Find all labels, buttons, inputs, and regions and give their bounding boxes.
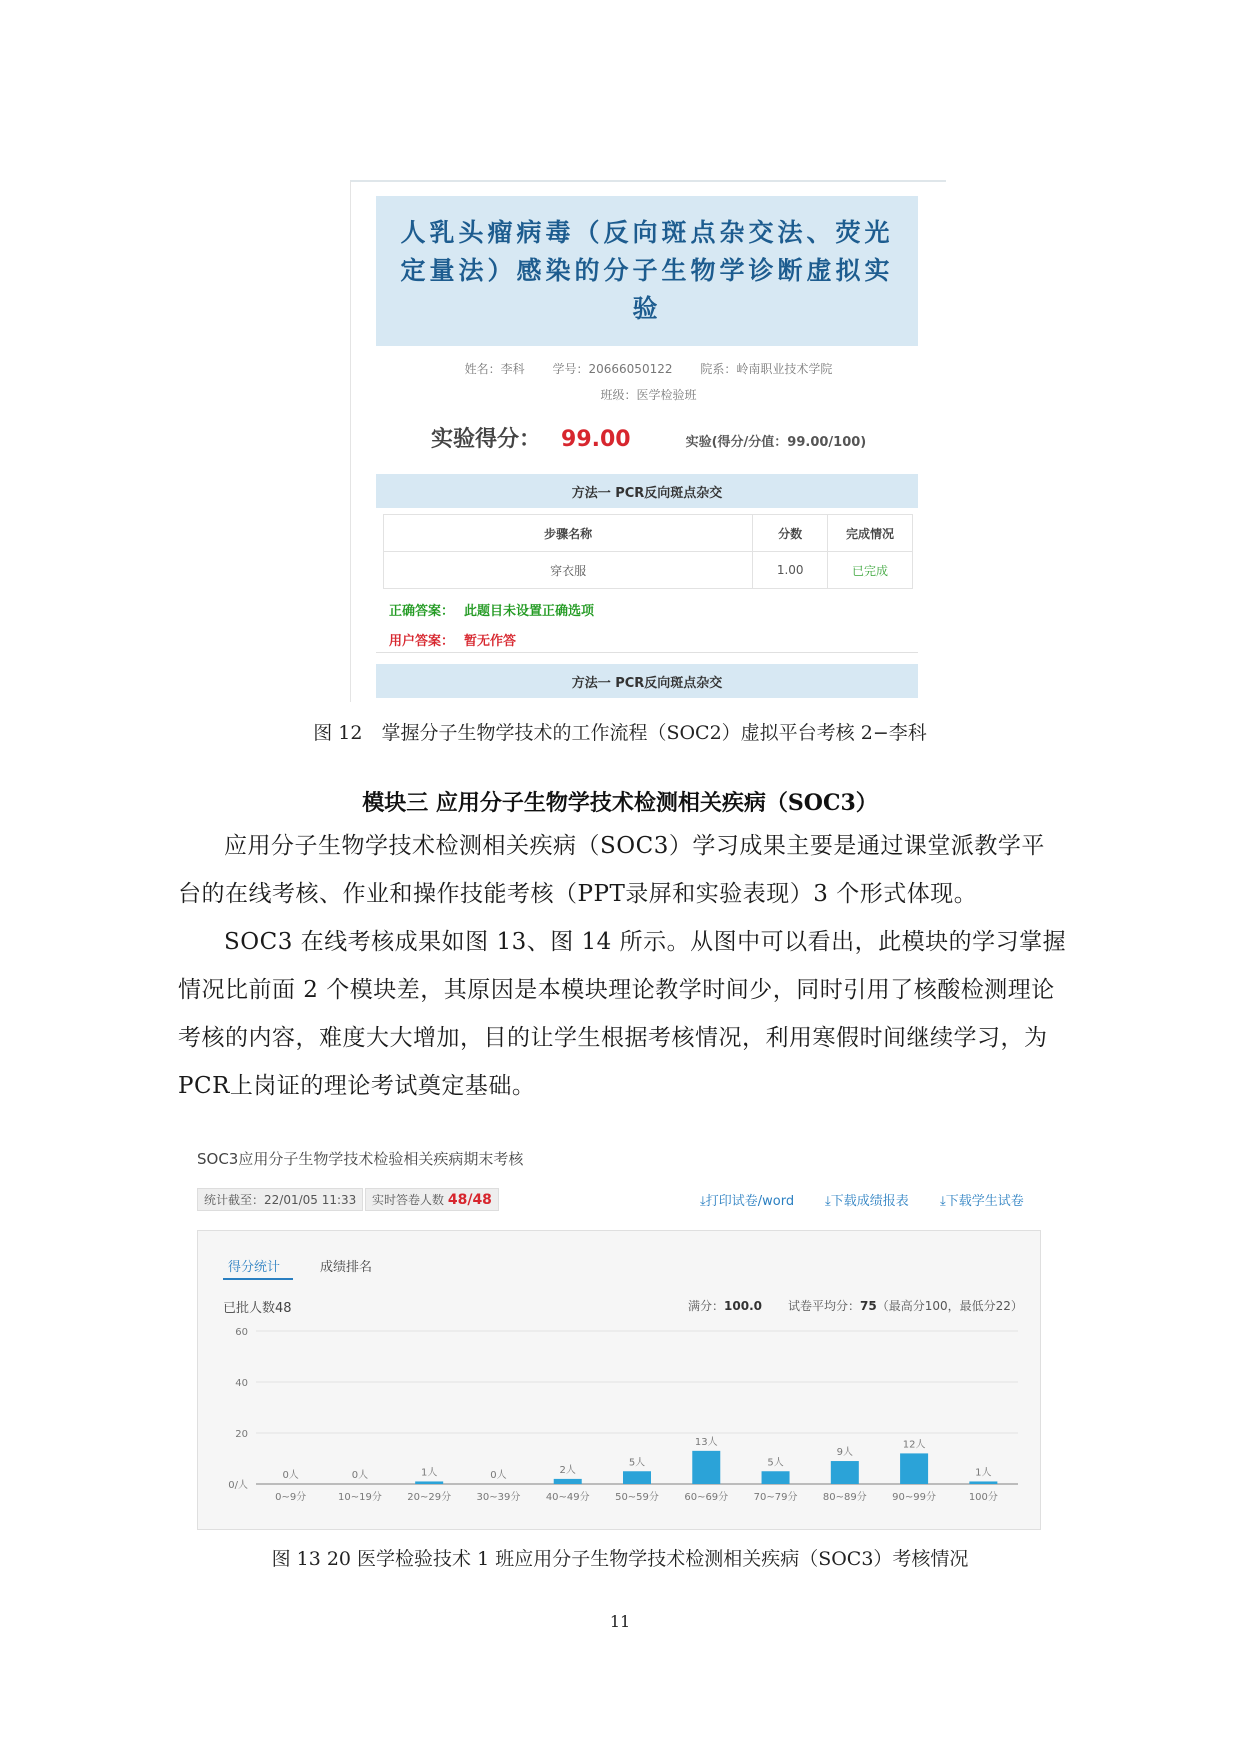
download-arrow-icon: ⤓ xyxy=(700,1194,706,1209)
column-header-step: 步骤名称 xyxy=(384,515,753,552)
download-arrow-icon: ⤓ xyxy=(940,1194,946,1209)
full-score-value: 100.0 xyxy=(724,1299,762,1313)
stats-panel xyxy=(197,1230,1041,1530)
cell-status: 已完成 xyxy=(828,552,913,589)
bar-data-label: 0人 xyxy=(282,1470,299,1481)
x-tick-label: 50~59分 xyxy=(615,1492,659,1503)
bar-data-label: 13人 xyxy=(694,1436,718,1448)
full-score-label: 满分： xyxy=(688,1299,725,1313)
stat-live-label: 实时答卷人数 xyxy=(372,1193,445,1207)
exam-title: SOC3应用分子生物学技术检验相关疾病期末考核 xyxy=(197,1150,524,1168)
method-header-2: 方法一 PCR反向斑点杂交 xyxy=(376,664,918,698)
experiment-title-banner xyxy=(376,196,918,346)
print-paper-label: 打印试卷/word xyxy=(705,1194,795,1209)
paragraph-1: 应用分子生物学技术检测相关疾病（SOC3）学习成果主要是通过课堂派教学平台的在线考核、作业和操作技能考核（PPT录屏和实验表现）3 个形式体现。 xyxy=(178,833,1045,907)
column-header-score: 分数 xyxy=(753,515,828,552)
figure-13-caption: 图 13 20 医学检验技术 1 班应用分子生物学技术检测相关疾病（SOC3）考核情况 xyxy=(271,1548,969,1570)
figure-12-screenshot xyxy=(350,180,946,702)
x-tick-label: 60~69分 xyxy=(684,1492,729,1503)
download-arrow-icon: ⤓ xyxy=(825,1194,831,1209)
bar xyxy=(900,1453,928,1484)
stat-time-badge: 统计截至：22/01/05 11:33 xyxy=(197,1188,363,1211)
steps-table xyxy=(383,514,913,589)
section-heading: 模块三 应用分子生物学技术检测相关疾病（SOC3） xyxy=(362,790,878,816)
bar xyxy=(762,1471,790,1484)
average-score-value: 75 xyxy=(860,1299,877,1313)
bar xyxy=(623,1471,651,1484)
student-class: 班级：医学检验班 xyxy=(600,388,697,402)
y-tick-label: 0/人 xyxy=(228,1480,248,1491)
bar-data-label: 0人 xyxy=(351,1470,369,1481)
bar-data-label: 0人 xyxy=(490,1470,507,1481)
student-info-row xyxy=(351,360,946,377)
average-score-note: （最高分100，最低分22） xyxy=(876,1299,1023,1313)
download-papers-link[interactable] xyxy=(940,1190,1024,1209)
figure-12-caption: 图 12 掌握分子生物学技术的工作流程（SOC2）虚拟平台考核 2−李科 xyxy=(313,722,927,744)
user-answer-value: 暂无作答 xyxy=(464,634,517,649)
average-score-label: 试卷平均分： xyxy=(788,1299,861,1313)
column-header-status: 完成情况 xyxy=(828,515,913,552)
page-number: 11 xyxy=(609,1612,631,1631)
student-college: 院系：岭南职业技术学院 xyxy=(700,362,833,376)
x-tick-label: 10~19分 xyxy=(337,1492,382,1503)
score-value: 99.00 xyxy=(561,427,631,452)
y-tick-label: 40 xyxy=(235,1378,248,1389)
correct-answer-value: 此题目未设置正确选项 xyxy=(464,604,595,619)
y-tick-label: 20 xyxy=(235,1429,248,1440)
correct-answer-label: 正确答案： xyxy=(389,604,455,619)
figure-13-screenshot xyxy=(195,1140,1055,1535)
bar-data-label: 5人 xyxy=(767,1457,784,1469)
divider xyxy=(376,652,918,653)
bar-data-label: 12人 xyxy=(902,1439,926,1451)
bar-data-label: 1人 xyxy=(975,1467,992,1479)
x-tick-label: 20~29分 xyxy=(407,1492,452,1503)
bar-data-label: 5人 xyxy=(628,1457,646,1469)
bar xyxy=(969,1481,997,1484)
student-name: 姓名：李科 xyxy=(464,362,525,376)
table-header-row xyxy=(384,515,913,552)
x-tick-label: 90~99分 xyxy=(892,1492,937,1503)
bar xyxy=(415,1481,443,1484)
bar xyxy=(831,1461,859,1484)
table-row xyxy=(384,552,913,589)
tab-ranking[interactable]: 成绩排名 xyxy=(320,1260,373,1275)
student-id: 学号：20666050122 xyxy=(552,362,673,376)
download-report-label: 下载成绩报表 xyxy=(830,1194,909,1209)
download-report-link[interactable] xyxy=(825,1190,909,1209)
x-tick-label: 70~79分 xyxy=(753,1492,798,1503)
tab-score-stats[interactable]: 得分统计 xyxy=(228,1260,281,1275)
x-tick-label: 40~49分 xyxy=(545,1492,590,1503)
bar-data-label: 2人 xyxy=(559,1464,576,1476)
score-distribution-chart xyxy=(198,1231,1040,1529)
score-label: 实验得分： xyxy=(431,427,542,452)
reviewed-count: 已批人数48 xyxy=(223,1301,292,1316)
x-tick-label: 0~9分 xyxy=(275,1492,307,1503)
cell-score: 1.00 xyxy=(753,552,828,589)
x-tick-label: 80~89分 xyxy=(822,1492,867,1503)
x-tick-label: 30~39分 xyxy=(476,1492,521,1503)
stat-live-badge xyxy=(365,1188,499,1211)
method-header: 方法一 PCR反向斑点杂交 xyxy=(376,474,918,508)
paragraph-2: SOC3 在线考核成果如图 13、图 14 所示。从图中可以看出，此模块的学习掌握情况比前面 2 个模块差，其原因是本模块理论教学时间少，同时引用了核酸检测理论考核的内容，难度大大增加，目的让学生根据考核情况，利用寒假时间继续学习，为PCR上岗证的理论考试奠定基础。 xyxy=(178,929,1067,1099)
bar xyxy=(554,1479,582,1484)
y-tick-label: 60 xyxy=(235,1327,248,1338)
bar-data-label: 9人 xyxy=(836,1447,854,1459)
x-tick-label: 100分 xyxy=(968,1492,998,1503)
user-answer-label: 用户答案： xyxy=(389,634,455,649)
print-paper-link[interactable] xyxy=(700,1190,794,1209)
experiment-title: 人乳头瘤病毒（反向斑点杂交法、荧光定量法）感染的分子生物学诊断虚拟实验 xyxy=(400,218,894,323)
score-ratio: 实验(得分/分值：99.00/100) xyxy=(685,435,867,450)
download-papers-label: 下载学生试卷 xyxy=(945,1194,1024,1209)
cell-step-name: 穿衣服 xyxy=(384,552,753,589)
bar xyxy=(692,1451,720,1484)
bar-data-label: 1人 xyxy=(420,1467,438,1479)
user-answer xyxy=(389,630,516,649)
stat-live-value: 48/48 xyxy=(447,1192,492,1208)
correct-answer xyxy=(389,600,594,619)
score-row xyxy=(431,422,866,453)
